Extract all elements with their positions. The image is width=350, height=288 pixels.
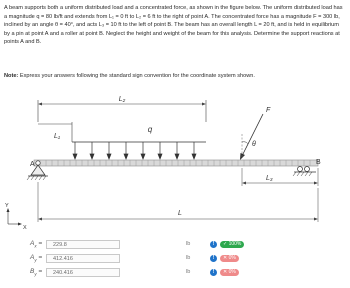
answer-input-By[interactable]: 240.416 [46, 268, 120, 277]
force-F-arrow [240, 114, 263, 160]
unit-label: lb [186, 255, 191, 261]
unit-label: lb [186, 241, 191, 247]
q-label: q [147, 125, 153, 134]
F-label: F [266, 107, 271, 114]
answer-section [0, 238, 350, 288]
note-text: Express your answers following the standard sign convention for the coordinate system shown. [19, 73, 255, 79]
score-badge: ✕ 0% [220, 255, 239, 262]
answer-row-By [0, 268, 350, 282]
answer-row-Ay [0, 254, 350, 268]
score-badge: ✕ 0% [220, 269, 239, 276]
problem-text: A beam supports both a uniform distributed load and a concentrated force, as shown in the figure below. The uniform distributed load has a magnitude q = 80 lb/ft and extends from L₁ = 0 ft to L₂ = 6 ft to the right of point A. The concentrated force has a magnitude F = 300 lb, inclined by an angle θ = 40°, and acts L₃ = 10 ft to the left of point B. The beam has an overall length L = 20 ft, and is held in equilibrium by a pin at point A and a roller at point B. Neglect the height and weight of the beam for this analysis. Determine the support reactions at points A and B. [4, 5, 343, 46]
info-icon[interactable]: ! [210, 269, 217, 276]
unit-label: lb [186, 269, 191, 275]
info-icon[interactable]: ! [210, 241, 217, 248]
problem-statement [4, 4, 346, 47]
answer-input-Ax[interactable]: 229.8 [46, 240, 120, 249]
y-axis-label: Y [5, 203, 9, 209]
L1-label: L₁ [53, 133, 61, 140]
info-icon[interactable]: ! [210, 255, 217, 262]
answer-symbol: $A_y$ = [30, 254, 43, 263]
distributed-load [72, 142, 206, 159]
L2-label: L₂ [118, 96, 126, 103]
answer-symbol: $A_x$ = [30, 240, 43, 249]
beam-figure [0, 82, 350, 237]
score-badge: ✓ 100% [220, 241, 244, 248]
note-label: Note: [4, 73, 19, 79]
x-axis-label: X [23, 225, 27, 231]
A-label: A [30, 161, 35, 168]
answer-input-Ay[interactable]: 412.416 [46, 254, 120, 263]
B-label: B [316, 159, 321, 166]
answer-symbol: $B_y$ = [30, 268, 43, 277]
answer-row-Ax [0, 240, 350, 254]
roller-support-B [293, 167, 316, 177]
L3-label: L₃ [266, 175, 273, 182]
L-label: L [178, 210, 182, 217]
theta-label: θ [252, 141, 256, 148]
coordinate-axes [7, 208, 23, 226]
beam [34, 160, 318, 166]
note [4, 72, 346, 80]
